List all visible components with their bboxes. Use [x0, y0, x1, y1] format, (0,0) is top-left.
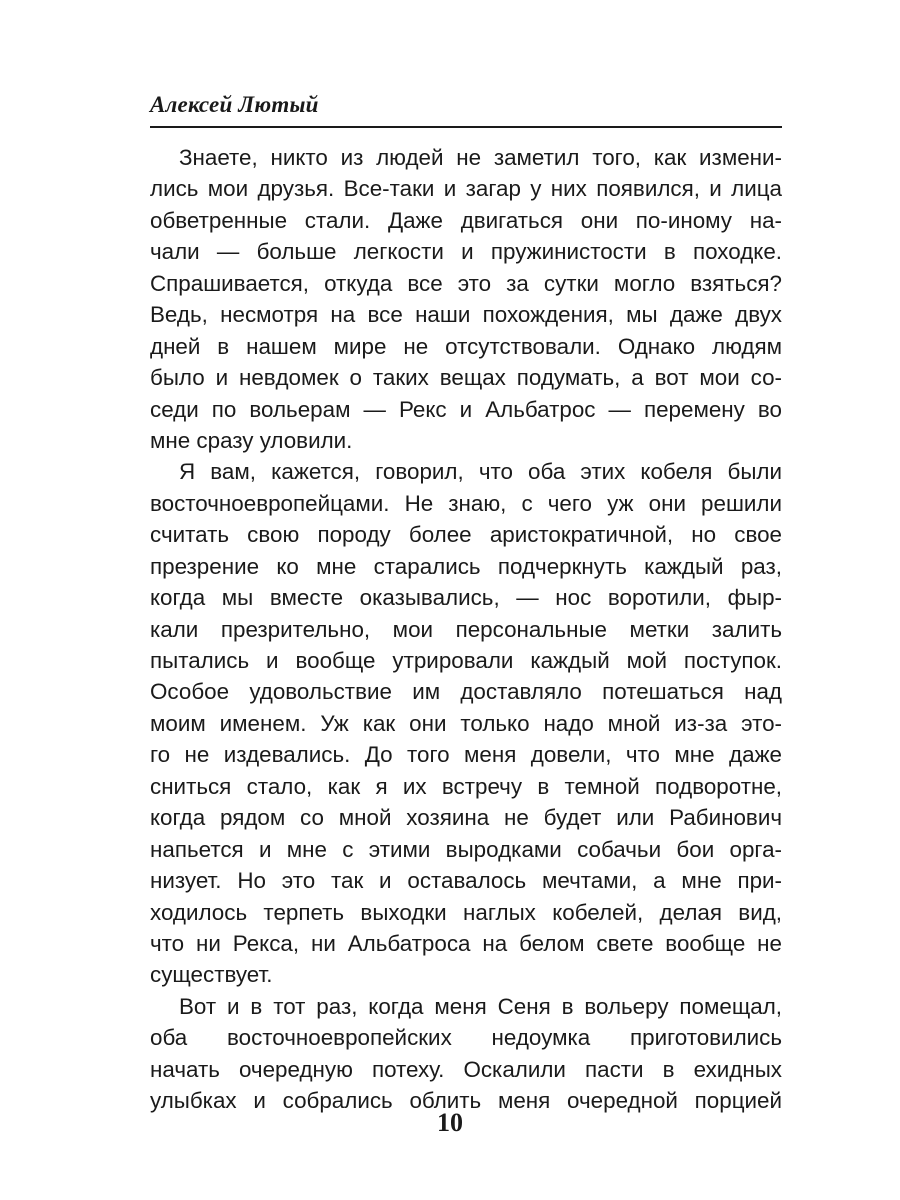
text-line: го не издевались. До того меня довели, что мне даже [150, 742, 782, 768]
text-line: Я вам, кажется, говорил, что оба этих кобеля были [179, 459, 782, 485]
text-line: пытались и вообще утрировали каждый мой поступок. [150, 648, 782, 673]
text-line: мне сразу уловили. [150, 427, 353, 453]
text-line: что ни Рекса, ни Альбатроса на белом свете вообще не [150, 930, 782, 956]
text-line: считать свою породу более аристократичной, но свое [150, 522, 782, 548]
text-line: было и невдомек о таких вещах подумать, а вот мои со- [150, 365, 782, 391]
text-line: лись мои друзья. Все-таки и загар у них появился, и лица [150, 176, 782, 202]
text-line: восточноевропейцами. Не знаю, с чего уж они решили [150, 490, 782, 516]
text-line: чали — больше легкости и пружинистости в походке. [150, 239, 782, 265]
text-line: ходилось терпеть выходки наглых кобелей, делая вид, [150, 899, 782, 925]
text-line: оба восточноевропейских недоумка приготовились [150, 1025, 782, 1051]
text-line: седи по вольерам — Рекс и Альбатрос — перемену во [150, 396, 782, 422]
text-line: существует. [150, 962, 273, 988]
text-line: Ведь, несмотря на все наши похождения, мы даже двух [150, 302, 782, 328]
text-line: сниться стало, как я их встречу в темной подворотне, [150, 773, 782, 799]
text-line: напьется и мне с этими выродками собачьи бои орга- [150, 836, 782, 862]
text-line: Спрашивается, откуда все это за сутки могло взяться? [150, 270, 782, 296]
text-line: начать очередную потеху. Оскалили пасти в ехидных [150, 1056, 782, 1082]
text-line: кали презрительно, мои персональные метки залить [150, 616, 782, 642]
text-line: Особое удовольствие им доставляло потешаться над [150, 679, 782, 705]
header-rule [150, 126, 782, 128]
text-line: Вот и в тот раз, когда меня Сеня в вольеру помещал, [179, 993, 782, 1019]
running-head: Алексей Лютый [150, 92, 319, 117]
paragraph-3 [150, 991, 782, 1117]
text-line: дней в нашем мире не отсутствовали. Однако людям [150, 333, 782, 359]
text-line: когда мы вместе оказывались, — нос воротили, фыр- [150, 585, 782, 611]
text-line: когда рядом со мной хозяина не будет или Рабинович [150, 805, 782, 831]
paragraph-1 [150, 142, 782, 456]
text-line: презрение ко мне старались подчеркнуть каждый раз, [150, 553, 782, 579]
text-line: низует. Но это так и оставалось мечтами, а мне при- [150, 868, 782, 894]
page-number: 10 [437, 1108, 463, 1137]
text-line: обветренные стали. Даже двигаться они по-иному на- [150, 207, 782, 233]
text-line: моим именем. Уж как они только надо мной из-за это- [150, 710, 782, 736]
paragraph-2 [150, 456, 782, 990]
text-line: Знаете, никто из людей не заметил того, как измени- [179, 145, 782, 170]
text-line: улыбках и собрались облить меня очередной порцией [150, 1088, 782, 1114]
body-text [150, 142, 782, 1117]
